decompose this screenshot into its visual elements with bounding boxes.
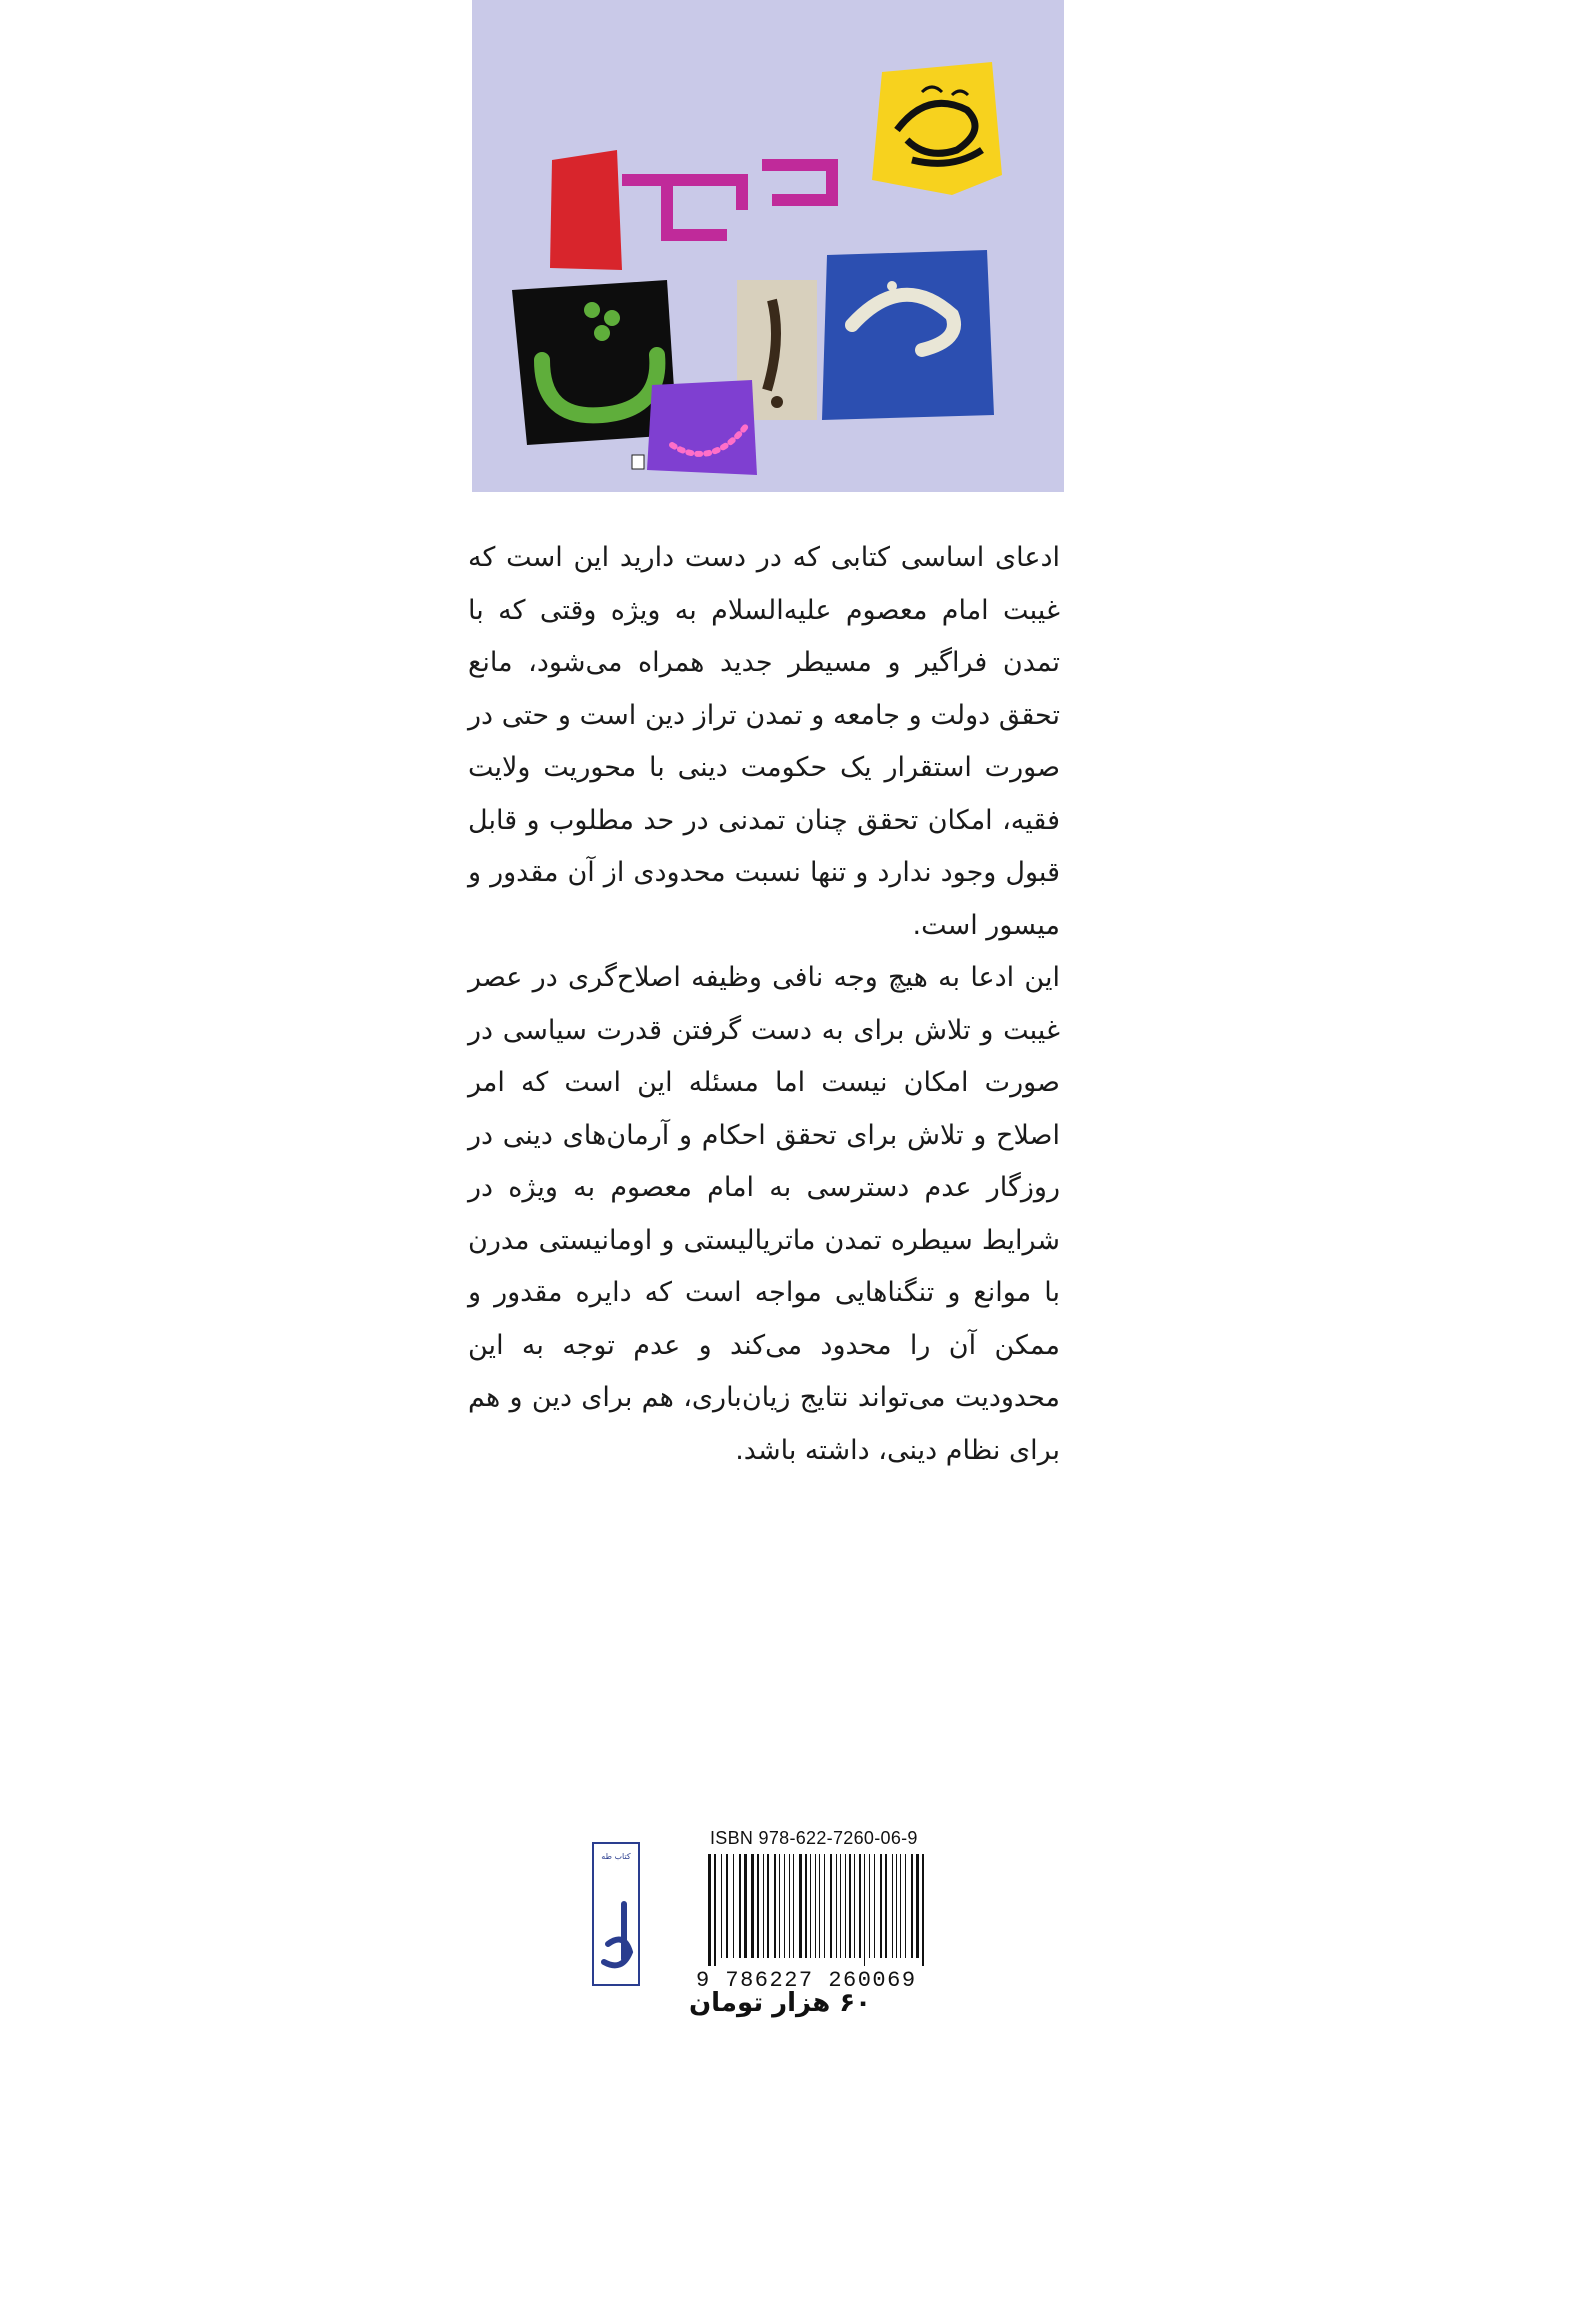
blurb-paragraph: ادعای اساسی کتابی که در دست دارید این است که غیبت امام معصوم علیه‌السلام به ویژه وقتی که با تمدن فراگیر و مسیطر جدید همراه می‌شود، مانع تحقق دولت و جامعه و تمدن تراز دین است و حتی در صورت استقرار یک حکومت دینی با محوریت ولایت فقیه، امکان تحقق چنان تمدنی در حد مطلوب و قابل قبول وجود ندارد و تنها نسبت محدودی از آن مقدور و میسور است. [468,542,1060,941]
barcode-bar [830,1854,832,1958]
isbn-barcode-block [592,1826,952,2006]
barcode-bar [922,1854,924,1966]
yellow-panel [872,62,1002,195]
barcode-bar [911,1854,913,1958]
blue-panel [822,250,994,420]
barcode-bar [733,1854,734,1958]
cover-artwork [472,0,1064,492]
barcode-bar [751,1854,754,1958]
publisher-logo [592,1842,640,1986]
barcode-bar [784,1854,785,1958]
publisher-name: کتاب طه [601,1852,631,1861]
barcode [704,1854,932,1966]
barcode-bar [819,1854,820,1958]
barcode-bar [836,1854,837,1958]
barcode-bar [810,1854,811,1958]
back-cover-blurb [468,532,1060,1477]
barcode-bar [763,1854,764,1958]
barcode-bar [849,1854,851,1958]
barcode-bar [793,1854,794,1958]
barcode-bar [799,1854,802,1958]
barcode-digits: 9 786227 260069 [696,1968,917,1993]
barcode-bar [789,1854,790,1958]
barcode-bar [757,1854,759,1958]
barcode-bar [900,1854,901,1958]
barcode-bar [840,1854,841,1958]
barcode-bar [885,1854,887,1958]
barcode-bar [854,1854,855,1958]
barcode-bar [726,1854,728,1958]
barcode-bar [739,1854,741,1958]
barcode-bar [744,1854,747,1958]
barcode-bar [767,1854,769,1958]
barcode-bar [824,1854,825,1958]
barcode-bar [864,1854,865,1966]
barcode-bar [774,1854,776,1958]
barcode-bar [805,1854,807,1958]
barcode-bar [845,1854,846,1958]
barcode-bar [859,1854,861,1958]
barcode-bar [721,1854,722,1958]
barcode-bar [896,1854,897,1958]
barcode-bar [869,1854,870,1958]
barcode-bar [708,1854,711,1966]
barcode-bar [880,1854,882,1958]
barcode-bar [916,1854,919,1958]
barcode-bar [815,1854,816,1958]
price-label: ۶۰ هزار تومان [688,1988,872,2018]
barcode-bar [714,1854,716,1966]
barcode-bar [874,1854,875,1958]
blurb-paragraph: این ادعا به هیچ وجه نافی وظیفه اصلاح‌گری در عصر غیبت و تلاش برای به دست گرفتن قدرت سیاسی در صورت امکان نیست اما مسئله این است که امر اصلاح و تلاش برای تحقق احکام و آرمان‌های دینی در روزگار عدم دسترسی به امام معصوم به ویژه در شرایط سیطره تمدن ماتریالیستی و اومانیستی مدرن با موانع و تنگناهایی مواجه است که دایره مقدور و ممکن آن را محدود می‌کند و عدم توجه به این محدودیت می‌تواند نتایج زیان‌باری، هم برای دین و هم برای نظام دینی، داشته باشد. [468,962,1060,1466]
barcode-bar [779,1854,780,1958]
cover-title-collage [472,0,1064,492]
barcode-bar [892,1854,893,1958]
purple-panel [647,380,757,475]
barcode-bar [905,1854,906,1958]
red-block [550,150,622,270]
isbn-label: ISBN 978-622-7260-06-9 [710,1828,918,1848]
